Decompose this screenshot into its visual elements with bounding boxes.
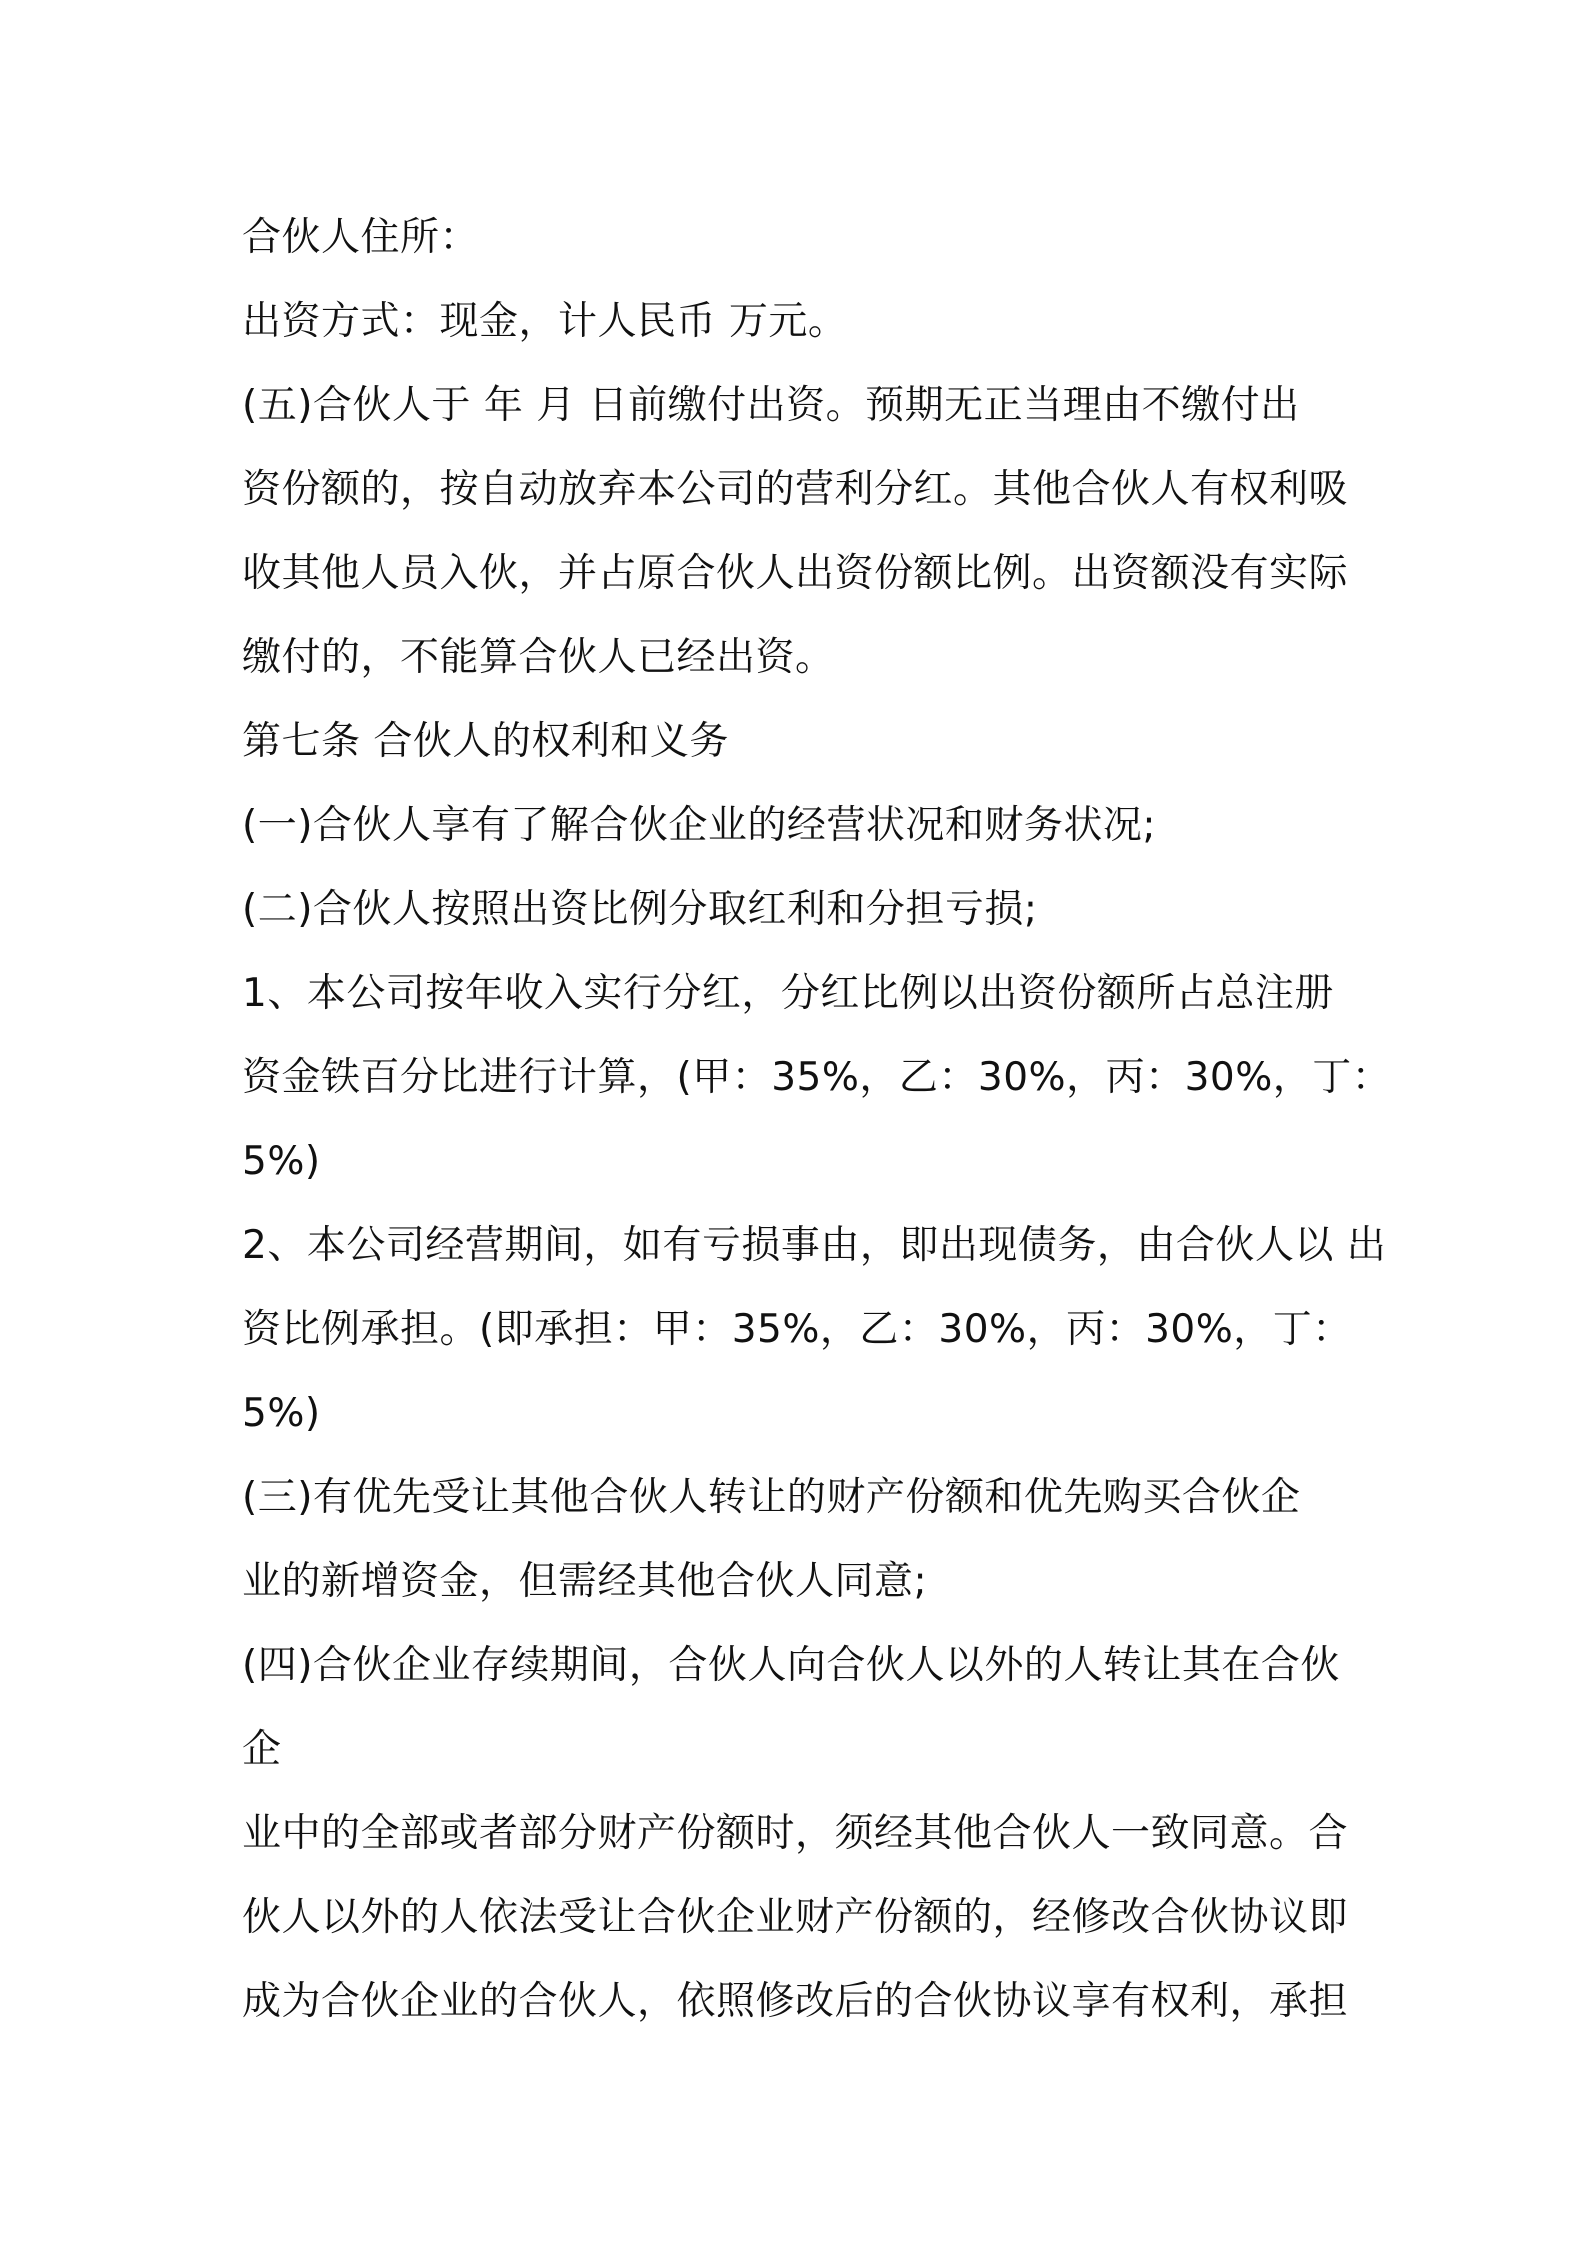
text-line: (二)合伙人按照出资比例分取红利和分担亏损; [242,887,1038,932]
text-line: 资金铁百分比进行计算，(甲：35%，乙：30%，丙：30%，丁： [242,1055,1392,1100]
document-body [242,196,1392,2044]
text-line: 企 [242,1727,282,1772]
text-line: 资比例承担。(即承担：甲：35%，乙：30%，丙：30%，丁： [242,1307,1352,1352]
text-line: 缴付的，不能算合伙人已经出资。 [242,635,835,680]
text-line: 成为合伙企业的合伙人，依照修改后的合伙协议享有权利，承担 [242,1979,1349,2024]
text-line: 5%) [242,1391,321,1436]
article-heading: 第七条 合伙人的权利和义务 [242,719,729,764]
text-line: 合伙人住所： [242,215,480,260]
text-line: 业的新增资金，但需经其他合伙人同意; [242,1559,928,1604]
text-line: (四)合伙企业存续期间，合伙人向合伙人以外的人转让其在合伙 [242,1643,1340,1688]
text-line: (五)合伙人于 年 月 日前缴付出资。预期无正当理由不缴付出 [242,383,1300,428]
text-line: 2、本公司经营期间，如有亏损事由，即出现债务，由合伙人以 出 [242,1223,1387,1268]
text-line: 1、本公司按年收入实行分红，分红比例以出资份额所占总注册 [242,971,1334,1016]
text-line: 收其他人员入伙，并占原合伙人出资份额比例。出资额没有实际 [242,551,1349,596]
text-line: 资份额的，按自动放弃本公司的营利分红。其他合伙人有权利吸 [242,467,1349,512]
text-line: 5%) [242,1139,321,1184]
text-line: (三)有优先受让其他合伙人转让的财产份额和优先购买合伙企 [242,1475,1301,1520]
text-line: 业中的全部或者部分财产份额时，须经其他合伙人一致同意。合 [242,1811,1349,1856]
text-line: 出资方式：现金，计人民币 万元。 [242,299,848,344]
text-line: 伙人以外的人依法受让合伙企业财产份额的，经修改合伙协议即 [242,1895,1349,1940]
text-line: (一)合伙人享有了解合伙企业的经营状况和财务状况; [242,803,1157,848]
